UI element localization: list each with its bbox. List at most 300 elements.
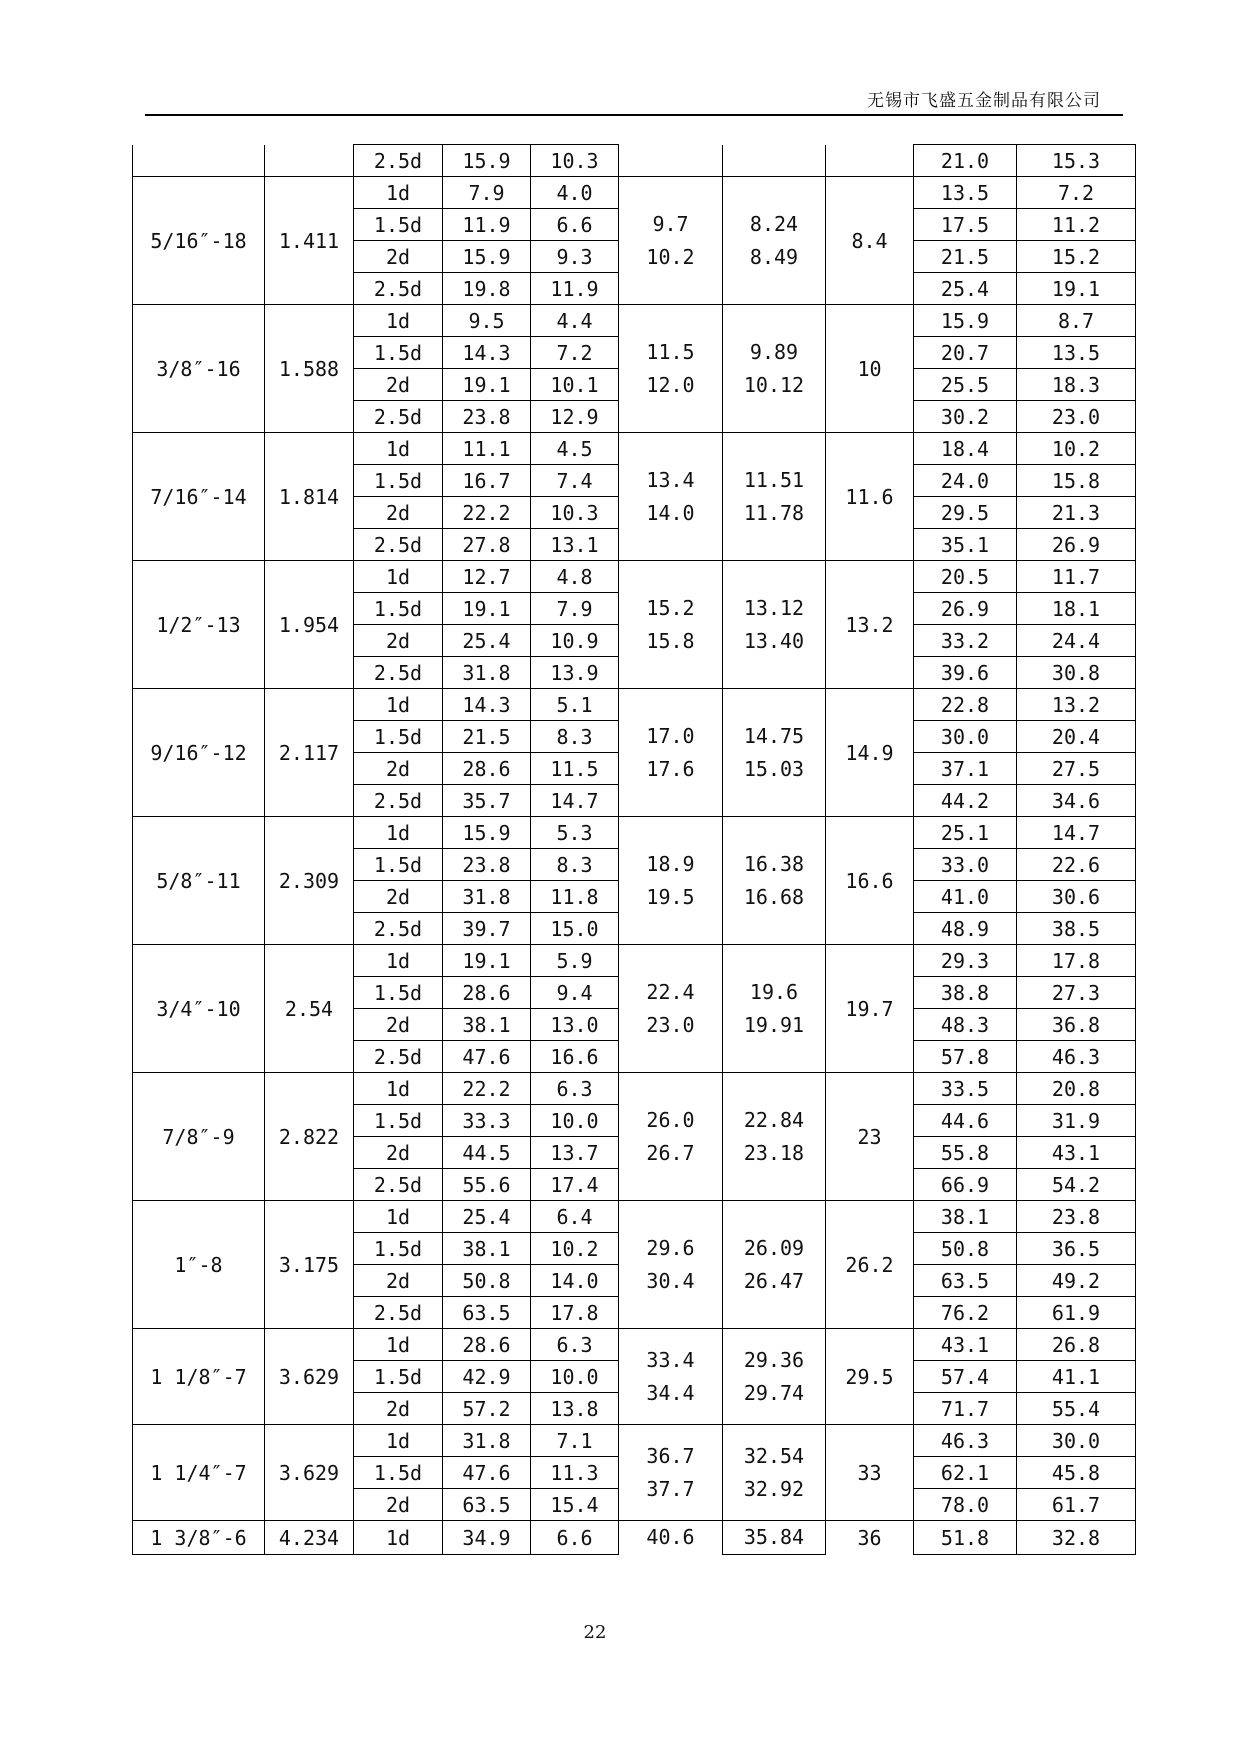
value-cell: 31.8 [443, 657, 531, 689]
value-cell: 10.2 [1017, 433, 1136, 465]
diameter-value: 26.0 [646, 1107, 695, 1132]
pitch-cell: 2.822 [265, 1073, 354, 1201]
table-row [133, 689, 1136, 721]
depth-cell: 1d [354, 561, 443, 593]
value-cell: 35.7 [443, 785, 531, 817]
value-cell: 15.8 [1017, 465, 1136, 497]
value-cell: 19.1 [1017, 273, 1136, 305]
value-cell: 17.8 [531, 1297, 619, 1329]
diameter-value: 9.89 [749, 339, 799, 364]
table-row [133, 1073, 1136, 1105]
diameter-value: 34.4 [646, 1380, 695, 1405]
drill-cell: 8.4 [826, 177, 914, 305]
diameter-cell [619, 561, 723, 689]
depth-cell: 1d [354, 433, 443, 465]
diameter-value: 11.51 [743, 467, 805, 492]
drill-cell: 14.9 [826, 689, 914, 817]
depth-cell: 1d [354, 1073, 443, 1105]
diameter-cell [619, 177, 723, 305]
value-cell: 10.9 [531, 625, 619, 657]
diameter-cell [723, 305, 826, 433]
value-cell: 4.5 [531, 433, 619, 465]
value-cell: 11.8 [531, 881, 619, 913]
value-cell: 30.8 [1017, 657, 1136, 689]
value-cell: 20.4 [1017, 721, 1136, 753]
value-cell: 11.9 [443, 209, 531, 241]
drill-cell: 13.2 [826, 561, 914, 689]
value-cell: 15.9 [443, 145, 531, 177]
value-cell: 29.3 [914, 945, 1017, 977]
value-cell: 51.8 [914, 1521, 1017, 1555]
value-cell: 36.5 [1017, 1233, 1136, 1265]
diameter-cell [723, 561, 826, 689]
value-cell: 7.2 [531, 337, 619, 369]
value-cell: 20.5 [914, 561, 1017, 593]
value-cell: 76.2 [914, 1297, 1017, 1329]
depth-cell: 1.5d [354, 1233, 443, 1265]
value-cell: 14.7 [531, 785, 619, 817]
pitch-cell [265, 145, 354, 177]
drill-cell: 16.6 [826, 817, 914, 945]
value-cell: 22.6 [1017, 849, 1136, 881]
value-cell: 33.2 [914, 625, 1017, 657]
value-cell: 20.8 [1017, 1073, 1136, 1105]
size-cell: 5/8″-11 [133, 817, 265, 945]
value-cell: 34.6 [1017, 785, 1136, 817]
value-cell: 18.4 [914, 433, 1017, 465]
value-cell: 10.0 [531, 1105, 619, 1137]
drill-cell: 29.5 [826, 1329, 914, 1425]
value-cell: 57.4 [914, 1361, 1017, 1393]
value-cell: 38.5 [1017, 913, 1136, 945]
value-cell: 46.3 [914, 1425, 1017, 1457]
depth-cell: 1.5d [354, 1361, 443, 1393]
table-row [133, 177, 1136, 209]
depth-cell: 1d [354, 817, 443, 849]
value-cell: 50.8 [443, 1265, 531, 1297]
depth-cell: 2d [354, 497, 443, 529]
value-cell: 11.3 [531, 1457, 619, 1489]
value-cell: 19.1 [443, 593, 531, 625]
diameter-value: 10.12 [743, 372, 805, 397]
pitch-cell: 1.814 [265, 433, 354, 561]
value-cell: 25.4 [443, 625, 531, 657]
size-cell: 7/16″-14 [133, 433, 265, 561]
value-cell: 27.3 [1017, 977, 1136, 1009]
value-cell: 43.1 [1017, 1137, 1136, 1169]
value-cell: 28.6 [443, 1329, 531, 1361]
value-cell: 57.2 [443, 1393, 531, 1425]
diameter-cell [723, 1329, 826, 1425]
value-cell: 63.5 [443, 1489, 531, 1521]
value-cell: 7.4 [531, 465, 619, 497]
value-cell: 15.0 [531, 913, 619, 945]
size-cell: 7/8″-9 [133, 1073, 265, 1201]
diameter-cell [619, 945, 723, 1073]
diameter-value: 8.49 [749, 244, 799, 269]
pitch-cell: 2.309 [265, 817, 354, 945]
diameter-cell [723, 689, 826, 817]
value-cell: 18.3 [1017, 369, 1136, 401]
pitch-cell: 2.54 [265, 945, 354, 1073]
value-cell: 8.7 [1017, 305, 1136, 337]
table-row [133, 305, 1136, 337]
diameter-value: 26.47 [743, 1268, 805, 1293]
value-cell: 17.5 [914, 209, 1017, 241]
value-cell: 14.0 [531, 1265, 619, 1297]
drill-cell: 23 [826, 1073, 914, 1201]
drill-cell: 10 [826, 305, 914, 433]
value-cell: 31.8 [443, 881, 531, 913]
value-cell: 5.9 [531, 945, 619, 977]
diameter-value: 29.6 [646, 1235, 695, 1260]
value-cell: 41.1 [1017, 1361, 1136, 1393]
value-cell: 13.5 [914, 177, 1017, 209]
value-cell: 25.4 [914, 273, 1017, 305]
value-cell: 27.8 [443, 529, 531, 561]
value-cell: 11.5 [531, 753, 619, 785]
size-cell: 1/2″-13 [133, 561, 265, 689]
depth-cell: 2d [354, 1489, 443, 1521]
value-cell: 48.3 [914, 1009, 1017, 1041]
value-cell: 38.8 [914, 977, 1017, 1009]
value-cell: 18.1 [1017, 593, 1136, 625]
value-cell: 6.6 [531, 1521, 619, 1555]
value-cell: 17.4 [531, 1169, 619, 1201]
pitch-cell: 1.411 [265, 177, 354, 305]
value-cell: 32.8 [1017, 1521, 1136, 1555]
value-cell: 15.9 [443, 817, 531, 849]
depth-cell: 1.5d [354, 977, 443, 1009]
value-cell: 6.6 [531, 209, 619, 241]
depth-cell: 2d [354, 241, 443, 273]
value-cell: 55.6 [443, 1169, 531, 1201]
value-cell: 55.4 [1017, 1393, 1136, 1425]
size-cell [133, 145, 265, 177]
value-cell: 8.3 [531, 721, 619, 753]
value-cell: 11.7 [1017, 561, 1136, 593]
diameter-value: 15.03 [743, 756, 805, 781]
diameter-value: 11.78 [743, 500, 805, 525]
diameter-value: 12.0 [646, 372, 695, 397]
depth-cell: 2.5d [354, 273, 443, 305]
depth-cell: 1.5d [354, 593, 443, 625]
value-cell: 41.0 [914, 881, 1017, 913]
value-cell: 29.5 [914, 497, 1017, 529]
size-cell: 1 1/8″-7 [133, 1329, 265, 1425]
value-cell: 12.7 [443, 561, 531, 593]
diameter-cell [619, 433, 723, 561]
value-cell: 24.4 [1017, 625, 1136, 657]
diameter-cell [723, 817, 826, 945]
diameter-value: 40.6 [646, 1525, 695, 1550]
value-cell: 13.7 [531, 1137, 619, 1169]
diameter-cell [619, 689, 723, 817]
value-cell: 23.8 [443, 849, 531, 881]
diameter-value: 10.2 [646, 244, 695, 269]
value-cell: 38.1 [914, 1201, 1017, 1233]
value-cell: 47.6 [443, 1041, 531, 1073]
value-cell: 15.2 [1017, 241, 1136, 273]
depth-cell: 2d [354, 1393, 443, 1425]
diameter-value: 32.92 [743, 1476, 805, 1501]
value-cell: 46.3 [1017, 1041, 1136, 1073]
value-cell: 15.9 [914, 305, 1017, 337]
value-cell: 61.7 [1017, 1489, 1136, 1521]
depth-cell: 1d [354, 1329, 443, 1361]
diameter-cell [723, 1521, 826, 1555]
value-cell: 4.8 [531, 561, 619, 593]
value-cell: 7.9 [443, 177, 531, 209]
value-cell: 10.3 [531, 145, 619, 177]
value-cell: 10.0 [531, 1361, 619, 1393]
diameter-value: 16.68 [743, 884, 805, 909]
value-cell: 22.8 [914, 689, 1017, 721]
value-cell: 21.0 [914, 145, 1017, 177]
company-name: 无锡市飞盛五金制品有限公司 [867, 91, 1101, 111]
pitch-cell: 1.588 [265, 305, 354, 433]
table-row [133, 1201, 1136, 1233]
diameter-value: 13.4 [646, 467, 695, 492]
value-cell: 30.0 [914, 721, 1017, 753]
value-cell: 11.2 [1017, 209, 1136, 241]
diameter-cell [723, 1425, 826, 1521]
value-cell: 44.5 [443, 1137, 531, 1169]
depth-cell: 1.5d [354, 1105, 443, 1137]
value-cell: 7.9 [531, 593, 619, 625]
depth-cell: 2.5d [354, 1041, 443, 1073]
value-cell: 25.5 [914, 369, 1017, 401]
drill-cell: 19.7 [826, 945, 914, 1073]
value-cell: 36.8 [1017, 1009, 1136, 1041]
diameter-value: 13.12 [743, 595, 805, 620]
depth-cell: 2.5d [354, 657, 443, 689]
diameter-value: 15.2 [646, 595, 695, 620]
value-cell: 19.1 [443, 369, 531, 401]
value-cell: 4.0 [531, 177, 619, 209]
value-cell: 38.1 [443, 1233, 531, 1265]
value-cell: 27.5 [1017, 753, 1136, 785]
value-cell: 7.2 [1017, 177, 1136, 209]
page-number: 22 [583, 1622, 607, 1643]
depth-cell: 1.5d [354, 337, 443, 369]
value-cell: 54.2 [1017, 1169, 1136, 1201]
value-cell: 55.8 [914, 1137, 1017, 1169]
table-row [133, 1329, 1136, 1361]
diameter-value: 26.7 [646, 1140, 695, 1165]
value-cell: 62.1 [914, 1457, 1017, 1489]
value-cell: 15.3 [1017, 145, 1136, 177]
diameter-value: 36.7 [646, 1443, 695, 1468]
value-cell: 11.9 [531, 273, 619, 305]
value-cell: 13.5 [1017, 337, 1136, 369]
value-cell: 6.3 [531, 1073, 619, 1105]
diameter-value: 19.5 [646, 884, 695, 909]
diameter-value: 17.0 [646, 723, 695, 748]
value-cell: 13.8 [531, 1393, 619, 1425]
size-cell: 1 1/4″-7 [133, 1425, 265, 1521]
value-cell: 15.4 [531, 1489, 619, 1521]
diameter-value: 19.6 [749, 979, 799, 1004]
pitch-cell: 1.954 [265, 561, 354, 689]
drill-cell [826, 145, 914, 177]
depth-cell: 1d [354, 945, 443, 977]
value-cell: 35.1 [914, 529, 1017, 561]
value-cell: 11.1 [443, 433, 531, 465]
value-cell: 10.3 [531, 497, 619, 529]
drill-cell: 33 [826, 1425, 914, 1521]
value-cell: 31.9 [1017, 1105, 1136, 1137]
size-cell: 3/4″-10 [133, 945, 265, 1073]
depth-cell: 2.5d [354, 145, 443, 177]
value-cell: 47.6 [443, 1457, 531, 1489]
diameter-value: 26.09 [743, 1235, 805, 1260]
depth-cell: 2.5d [354, 785, 443, 817]
depth-cell: 2d [354, 1265, 443, 1297]
value-cell: 30.0 [1017, 1425, 1136, 1457]
table-row [133, 1521, 1136, 1555]
drill-cell: 11.6 [826, 433, 914, 561]
diameter-value: 14.0 [646, 500, 695, 525]
diameter-value: 23.0 [646, 1012, 695, 1037]
table-row [133, 145, 1136, 177]
value-cell: 34.9 [443, 1521, 531, 1555]
depth-cell: 1.5d [354, 1457, 443, 1489]
value-cell: 25.1 [914, 817, 1017, 849]
value-cell: 28.6 [443, 977, 531, 1009]
value-cell: 21.3 [1017, 497, 1136, 529]
value-cell: 5.3 [531, 817, 619, 849]
value-cell: 7.1 [531, 1425, 619, 1457]
value-cell: 63.5 [914, 1265, 1017, 1297]
value-cell: 66.9 [914, 1169, 1017, 1201]
value-cell: 23.8 [1017, 1201, 1136, 1233]
diameter-value: 15.8 [646, 628, 695, 653]
diameter-cell [619, 305, 723, 433]
depth-cell: 1d [354, 1201, 443, 1233]
value-cell: 9.3 [531, 241, 619, 273]
diameter-value: 29.36 [743, 1347, 805, 1372]
pitch-cell: 3.175 [265, 1201, 354, 1329]
value-cell: 33.0 [914, 849, 1017, 881]
diameter-value: 17.6 [646, 756, 695, 781]
diameter-cell [619, 1201, 723, 1329]
value-cell: 9.4 [531, 977, 619, 1009]
depth-cell: 2d [354, 881, 443, 913]
value-cell: 61.9 [1017, 1297, 1136, 1329]
value-cell: 33.5 [914, 1073, 1017, 1105]
diameter-cell [619, 1073, 723, 1201]
size-cell: 3/8″-16 [133, 305, 265, 433]
diameter-value: 18.9 [646, 851, 695, 876]
pitch-cell: 3.629 [265, 1425, 354, 1521]
diameter-value: 9.7 [652, 211, 689, 236]
table-row [133, 817, 1136, 849]
value-cell: 14.3 [443, 337, 531, 369]
value-cell: 21.5 [443, 721, 531, 753]
depth-cell: 1.5d [354, 465, 443, 497]
value-cell: 48.9 [914, 913, 1017, 945]
table-row [133, 945, 1136, 977]
depth-cell: 1d [354, 1425, 443, 1457]
value-cell: 49.2 [1017, 1265, 1136, 1297]
value-cell: 13.2 [1017, 689, 1136, 721]
value-cell: 15.9 [443, 241, 531, 273]
value-cell: 14.7 [1017, 817, 1136, 849]
drill-cell: 26.2 [826, 1201, 914, 1329]
diameter-value: 32.54 [743, 1443, 805, 1468]
diameter-cell [723, 433, 826, 561]
value-cell: 23.0 [1017, 401, 1136, 433]
thread-spec-table [132, 144, 1136, 1555]
value-cell: 22.2 [443, 1073, 531, 1105]
value-cell: 13.0 [531, 1009, 619, 1041]
diameter-value: 30.4 [646, 1268, 695, 1293]
depth-cell: 2.5d [354, 1169, 443, 1201]
diameter-value: 22.4 [646, 979, 695, 1004]
diameter-value: 29.74 [743, 1380, 805, 1405]
value-cell: 39.7 [443, 913, 531, 945]
diameter-cell [723, 1201, 826, 1329]
depth-cell: 2.5d [354, 401, 443, 433]
value-cell: 30.2 [914, 401, 1017, 433]
diameter-cell [619, 1329, 723, 1425]
value-cell: 13.1 [531, 529, 619, 561]
size-cell: 5/16″-18 [133, 177, 265, 305]
value-cell: 17.8 [1017, 945, 1136, 977]
value-cell: 16.7 [443, 465, 531, 497]
depth-cell: 2.5d [354, 1297, 443, 1329]
depth-cell: 2d [354, 369, 443, 401]
value-cell: 6.4 [531, 1201, 619, 1233]
value-cell: 16.6 [531, 1041, 619, 1073]
value-cell: 33.3 [443, 1105, 531, 1137]
depth-cell: 1.5d [354, 209, 443, 241]
diameter-value: 13.40 [743, 628, 805, 653]
diameter-cell [619, 1521, 723, 1555]
value-cell: 28.6 [443, 753, 531, 785]
depth-cell: 2d [354, 753, 443, 785]
value-cell: 24.0 [914, 465, 1017, 497]
value-cell: 19.8 [443, 273, 531, 305]
value-cell: 37.1 [914, 753, 1017, 785]
diameter-cell [723, 177, 826, 305]
value-cell: 26.9 [1017, 529, 1136, 561]
value-cell: 20.7 [914, 337, 1017, 369]
value-cell: 78.0 [914, 1489, 1017, 1521]
value-cell: 8.3 [531, 849, 619, 881]
depth-cell: 2.5d [354, 913, 443, 945]
drill-cell: 36 [826, 1521, 914, 1555]
value-cell: 23.8 [443, 401, 531, 433]
diameter-cell [723, 945, 826, 1073]
depth-cell: 1.5d [354, 721, 443, 753]
depth-cell: 1d [354, 689, 443, 721]
value-cell: 45.8 [1017, 1457, 1136, 1489]
diameter-value: 22.84 [743, 1107, 805, 1132]
value-cell: 19.1 [443, 945, 531, 977]
pitch-cell: 4.234 [265, 1521, 354, 1555]
diameter-cell [723, 145, 826, 177]
diameter-value: 33.4 [646, 1347, 695, 1372]
value-cell: 42.9 [443, 1361, 531, 1393]
value-cell: 63.5 [443, 1297, 531, 1329]
depth-cell: 1d [354, 305, 443, 337]
depth-cell: 2d [354, 625, 443, 657]
depth-cell: 1d [354, 1521, 443, 1555]
table-body [133, 145, 1136, 1555]
value-cell: 26.9 [914, 593, 1017, 625]
